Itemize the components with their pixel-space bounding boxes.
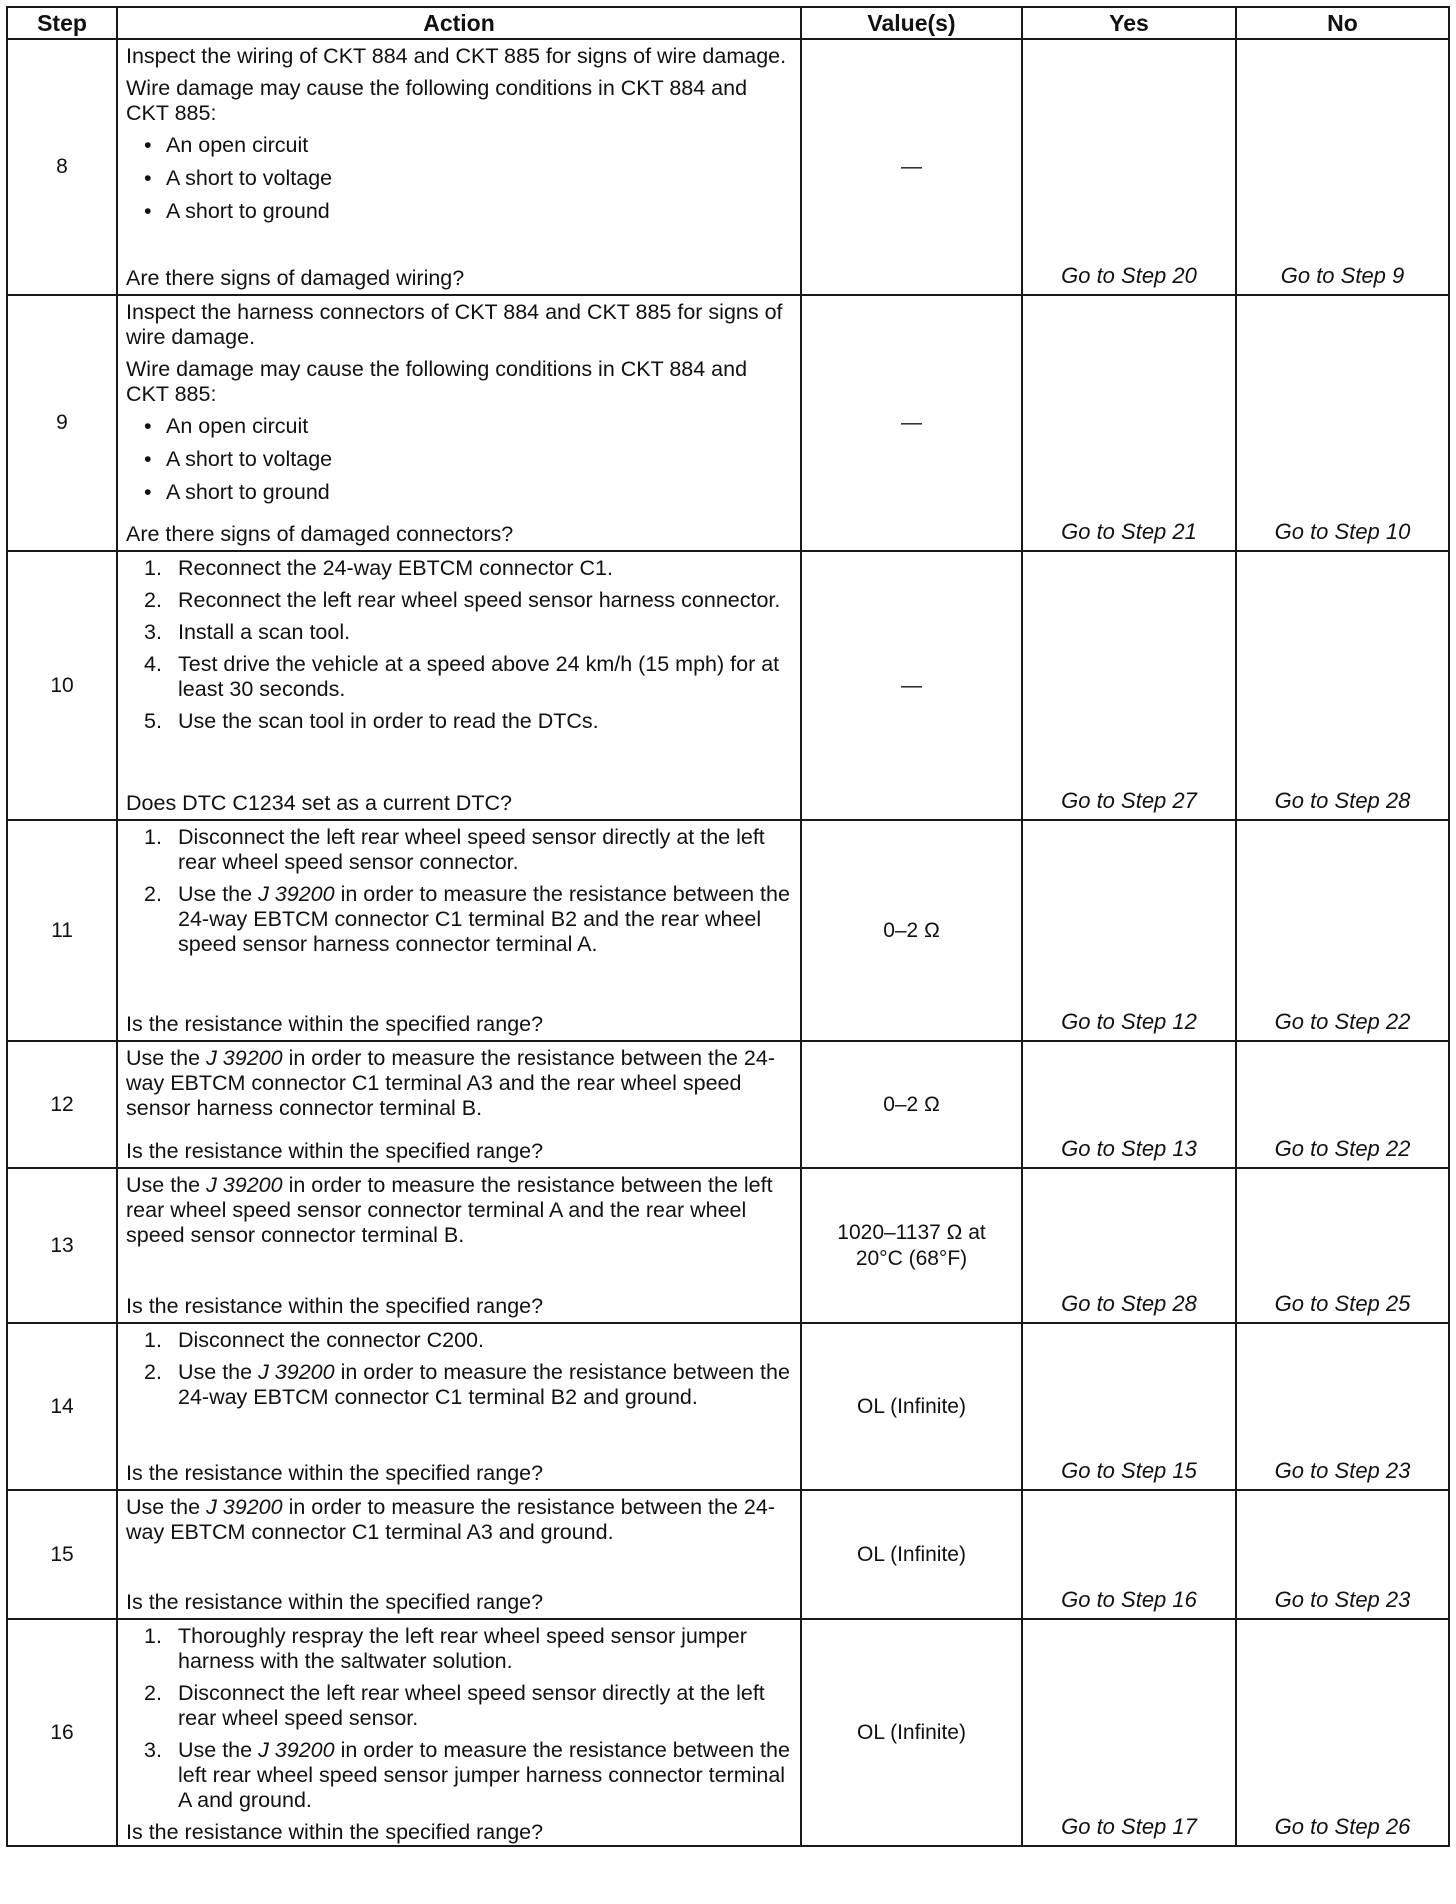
action-text: Wire damage may cause the following conditions in CKT 884 and CKT 885: [126, 76, 748, 125]
no-link[interactable]: Go to Step 9 [1236, 39, 1449, 295]
table-row [7, 1490, 1449, 1619]
step-number: 12 [7, 1041, 117, 1168]
step-number: 13 [7, 1168, 117, 1323]
action-text: Inspect the harness connectors of CKT 884 and CKT 885 for signs of wire damage. [126, 300, 783, 349]
value-line: 20°C (68°F) [855, 1246, 968, 1270]
yes-link[interactable]: Go to Step 21 [1022, 295, 1236, 551]
step-number: 10 [7, 551, 117, 820]
no-link[interactable]: Go to Step 23 [1236, 1323, 1449, 1490]
no-link[interactable]: Go to Step 23 [1236, 1490, 1449, 1619]
list-item: 2. Use the J 39200 in order to measure the resistance between the 24-way EBTCM connector C1 terminal B2 and the rear wheel speed sensor harness connector terminal A. [144, 882, 790, 956]
action-text: Use the J 39200 in order to measure the resistance between the 24-way EBTCM connector C1 terminal A3 and ground. [126, 1495, 775, 1544]
value-cell [801, 1168, 1022, 1323]
table-row [7, 1041, 1449, 1168]
value-line: 1020–1137 Ω at [837, 1220, 986, 1244]
no-link[interactable]: Go to Step 26 [1236, 1619, 1449, 1846]
list-item: 1. Reconnect the 24-way EBTCM connector C1. [144, 556, 613, 580]
table-row [7, 295, 1449, 551]
list-item: 3. Install a scan tool. [144, 620, 351, 644]
yes-link[interactable]: Go to Step 17 [1022, 1619, 1236, 1846]
yes-link[interactable]: Go to Step 20 [1022, 39, 1236, 295]
action-question: Is the resistance within the specified range? [126, 1012, 544, 1036]
action-question: Is the resistance within the specified range? [126, 1294, 544, 1318]
action-text: Use the J 39200 in order to measure the resistance between the left rear wheel speed sensor connector terminal A and the rear wheel speed sensor connector terminal B. [126, 1173, 773, 1247]
list-item: 1. Disconnect the connector C200. [144, 1328, 484, 1352]
list-item: • A short to ground [144, 480, 330, 504]
step-number: 16 [7, 1619, 117, 1846]
action-question: Are there signs of damaged wiring? [126, 266, 465, 290]
action-cell [117, 551, 801, 820]
action-question: Is the resistance within the specified range? [126, 1590, 544, 1614]
action-text: Wire damage may cause the following conditions in CKT 884 and CKT 885: [126, 357, 748, 406]
action-cell [117, 1619, 801, 1846]
action-cell [117, 1168, 801, 1323]
value-cell: OL (Infinite) [801, 1619, 1022, 1846]
diagnostic-table [6, 6, 1450, 1847]
list-item: • A short to voltage [144, 166, 333, 190]
list-item: 2. Disconnect the left rear wheel speed sensor directly at the left rear wheel speed sensor. [144, 1681, 765, 1730]
tool-name: J 39200 [258, 1738, 335, 1762]
list-item: 2. Use the J 39200 in order to measure the resistance between the 24-way EBTCM connector C1 terminal B2 and ground. [144, 1360, 790, 1409]
value-cell: — [801, 295, 1022, 551]
action-question: Are there signs of damaged connectors? [126, 522, 514, 546]
list-item: • A short to ground [144, 199, 330, 223]
value-cell: OL (Infinite) [801, 1323, 1022, 1490]
action-cell [117, 820, 801, 1041]
tool-name: J 39200 [206, 1046, 283, 1070]
value-cell: — [801, 39, 1022, 295]
action-cell [117, 1041, 801, 1168]
value-cell: — [801, 551, 1022, 820]
list-item: 3. Use the J 39200 in order to measure the resistance between the left rear wheel speed sensor jumper harness connector terminal A and ground. [144, 1738, 790, 1812]
yes-link[interactable]: Go to Step 13 [1022, 1041, 1236, 1168]
list-item: 1. Thoroughly respray the left rear wheel speed sensor jumper harness with the saltwater solution. [144, 1624, 747, 1673]
header-action: Action [117, 7, 801, 39]
yes-link[interactable]: Go to Step 16 [1022, 1490, 1236, 1619]
table-row [7, 1619, 1449, 1846]
action-text: Inspect the wiring of CKT 884 and CKT 885 for signs of wire damage. [126, 44, 787, 68]
tool-name: J 39200 [206, 1173, 283, 1197]
tool-name: J 39200 [206, 1495, 283, 1519]
no-link[interactable]: Go to Step 22 [1236, 820, 1449, 1041]
header-row [7, 7, 1449, 39]
tool-name: J 39200 [258, 1360, 335, 1384]
table-row [7, 820, 1449, 1041]
action-text: Use the J 39200 in order to measure the resistance between the 24-way EBTCM connector C1 terminal A3 and the rear wheel speed sensor harness connector terminal B. [126, 1046, 775, 1120]
action-cell [117, 295, 801, 551]
action-question: Is the resistance within the specified range? [126, 1820, 544, 1844]
table-row [7, 1168, 1449, 1323]
yes-link[interactable]: Go to Step 28 [1022, 1168, 1236, 1323]
action-cell [117, 1323, 801, 1490]
action-cell [117, 39, 801, 295]
yes-link[interactable]: Go to Step 12 [1022, 820, 1236, 1041]
list-item: • An open circuit [144, 414, 309, 438]
no-link[interactable]: Go to Step 10 [1236, 295, 1449, 551]
no-link[interactable]: Go to Step 28 [1236, 551, 1449, 820]
action-question: Is the resistance within the specified range? [126, 1139, 544, 1163]
tool-name: J 39200 [258, 882, 335, 906]
list-item: 2. Reconnect the left rear wheel speed sensor harness connector. [144, 588, 781, 612]
list-item: 1. Disconnect the left rear wheel speed sensor directly at the left rear wheel speed sensor connector. [144, 825, 765, 874]
step-number: 9 [7, 295, 117, 551]
step-number: 8 [7, 39, 117, 295]
value-cell: 0–2 Ω [801, 820, 1022, 1041]
no-link[interactable]: Go to Step 22 [1236, 1041, 1449, 1168]
table-row [7, 551, 1449, 820]
table-row [7, 39, 1449, 295]
header-values: Value(s) [801, 7, 1022, 39]
list-item: 4. Test drive the vehicle at a speed above 24 km/h (15 mph) for at least 30 seconds. [144, 652, 780, 701]
list-item: • A short to voltage [144, 447, 333, 471]
step-number: 11 [7, 820, 117, 1041]
yes-link[interactable]: Go to Step 15 [1022, 1323, 1236, 1490]
list-item: 5. Use the scan tool in order to read the DTCs. [144, 709, 599, 733]
action-question: Is the resistance within the specified range? [126, 1461, 544, 1485]
step-number: 15 [7, 1490, 117, 1619]
no-link[interactable]: Go to Step 25 [1236, 1168, 1449, 1323]
action-question: Does DTC C1234 set as a current DTC? [126, 791, 512, 815]
header-no: No [1236, 7, 1449, 39]
yes-link[interactable]: Go to Step 27 [1022, 551, 1236, 820]
table-row [7, 1323, 1449, 1490]
header-yes: Yes [1022, 7, 1236, 39]
action-cell [117, 1490, 801, 1619]
value-cell: OL (Infinite) [801, 1490, 1022, 1619]
step-number: 14 [7, 1323, 117, 1490]
header-step: Step [7, 7, 117, 39]
value-cell: 0–2 Ω [801, 1041, 1022, 1168]
list-item: • An open circuit [144, 133, 309, 157]
